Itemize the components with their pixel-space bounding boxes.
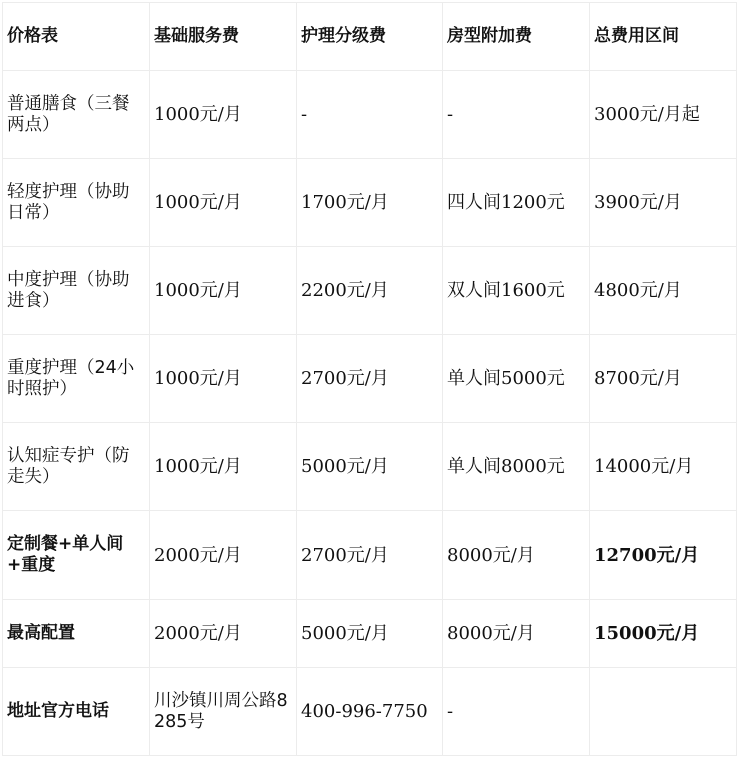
table-cell: 8000元/月 [443, 600, 590, 668]
table-cell: 单人间5000元 [443, 335, 590, 423]
row-label: 中度护理（协助进食） [3, 247, 150, 335]
table-cell: 2000元/月 [150, 511, 297, 600]
table-cell: 1000元/月 [150, 159, 297, 247]
header-cell: 总费用区间 [590, 3, 737, 71]
table-cell: - [443, 71, 590, 159]
table-cell: 1000元/月 [150, 247, 297, 335]
table-row [3, 423, 737, 511]
table-cell: 2000元/月 [150, 600, 297, 668]
header-cell: 房型附加费 [443, 3, 590, 71]
table-cell: 8700元/月 [590, 335, 737, 423]
table-row [3, 600, 737, 668]
table-cell: 双人间1600元 [443, 247, 590, 335]
table-cell: 1700元/月 [297, 159, 443, 247]
address-cell: 川沙镇川周公路8285号 [150, 668, 297, 756]
table-cell: 3000元/月起 [590, 71, 737, 159]
table-header-row [3, 3, 737, 71]
total-cell: 15000元/月 [590, 600, 737, 668]
total-cell: 12700元/月 [590, 511, 737, 600]
row-label: 最高配置 [3, 600, 150, 668]
table-cell [590, 668, 737, 756]
table-row [3, 71, 737, 159]
table-cell: 4800元/月 [590, 247, 737, 335]
price-table [2, 2, 737, 756]
table-cell: 8000元/月 [443, 511, 590, 600]
table-cell: 5000元/月 [297, 423, 443, 511]
table-cell: 3900元/月 [590, 159, 737, 247]
table-row [3, 159, 737, 247]
row-label: 地址官方电话 [3, 668, 150, 756]
row-label: 普通膳食（三餐两点） [3, 71, 150, 159]
table-cell: 2700元/月 [297, 511, 443, 600]
row-label: 定制餐+单人间+重度 [3, 511, 150, 600]
row-label: 重度护理（24小时照护） [3, 335, 150, 423]
header-cell: 价格表 [3, 3, 150, 71]
table-cell: 2200元/月 [297, 247, 443, 335]
table-cell: 2700元/月 [297, 335, 443, 423]
table-row [3, 668, 737, 756]
row-label: 轻度护理（协助日常） [3, 159, 150, 247]
header-cell: 基础服务费 [150, 3, 297, 71]
table-row [3, 247, 737, 335]
row-label: 认知症专护（防走失） [3, 423, 150, 511]
header-cell: 护理分级费 [297, 3, 443, 71]
table-cell: 单人间8000元 [443, 423, 590, 511]
table-cell: 1000元/月 [150, 335, 297, 423]
table-cell: 1000元/月 [150, 71, 297, 159]
table-row [3, 511, 737, 600]
table-cell: - [297, 71, 443, 159]
table-cell: 14000元/月 [590, 423, 737, 511]
phone-cell: 400-996-7750 [297, 668, 443, 756]
table-cell: 1000元/月 [150, 423, 297, 511]
table-cell: 5000元/月 [297, 600, 443, 668]
table-cell: 四人间1200元 [443, 159, 590, 247]
table-row [3, 335, 737, 423]
table-cell: - [443, 668, 590, 756]
